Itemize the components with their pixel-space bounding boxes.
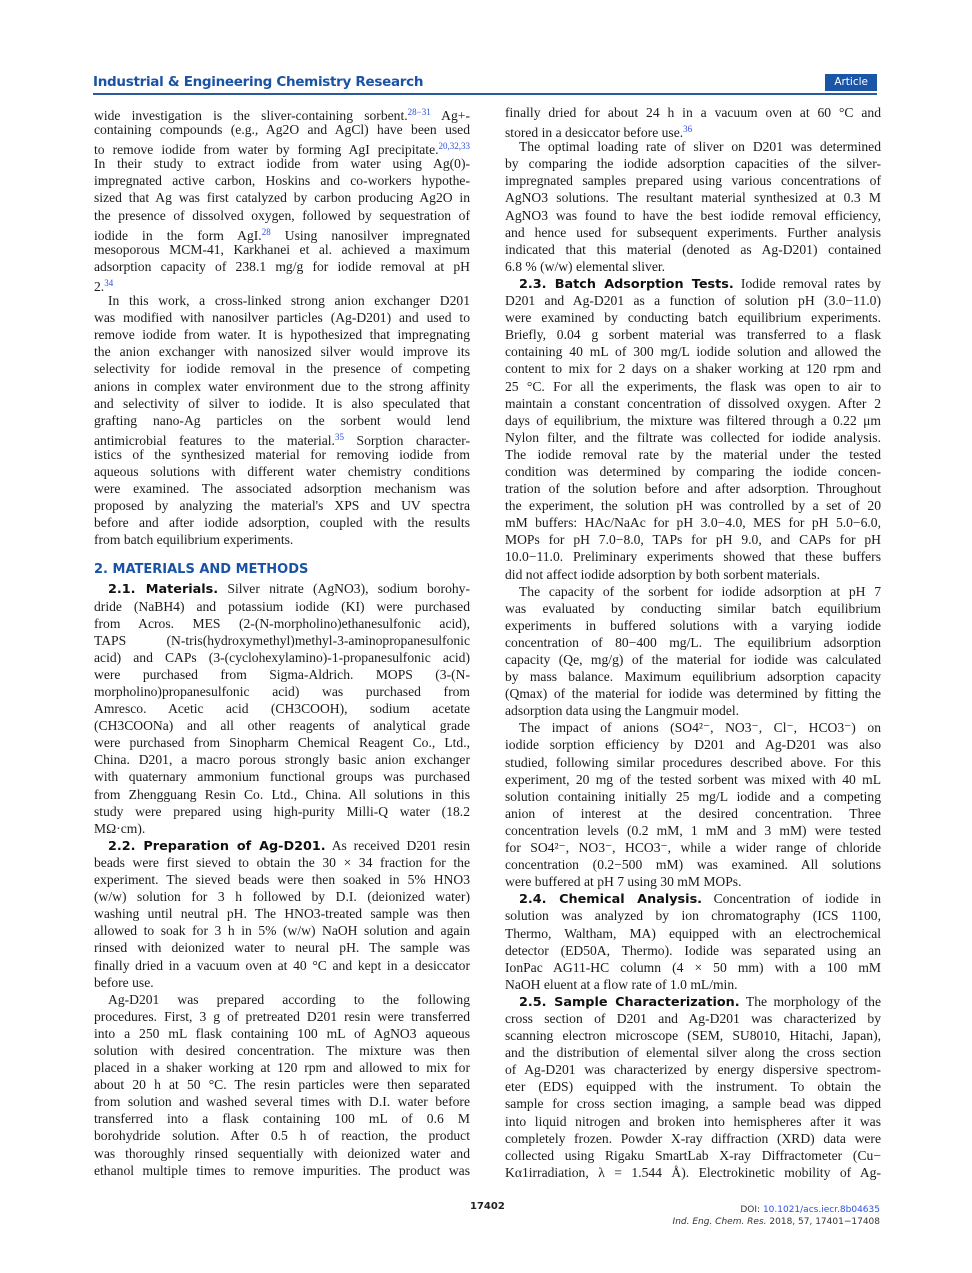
- text-line: solution containing initially 25 mg/L iodide and a competing: [505, 788, 881, 804]
- text-line: 6.8 % (w/w) elemental sliver.: [505, 258, 666, 274]
- text-line: concentration levels (0.2 mM, 1 mM and 3 mM) were tested: [505, 822, 881, 838]
- text-line: for SO4²⁻, NO3⁻, HCO3⁻, while a wider range of chloride: [505, 840, 881, 856]
- text-line: to remove iodide from water by forming AgI precipitate.$^{20,32,33}$: [94, 141, 470, 158]
- citation-link[interactable]: 20,32,33: [438, 141, 470, 152]
- text-line: Briefly, 0.04 g sorbent material was transferred to a flask: [505, 327, 881, 343]
- text-line: AgNO3 was found to have the best iodide removal efficiency,: [505, 207, 881, 223]
- text-line: were examined by conducting batch equilibrium experiments.: [505, 310, 881, 326]
- text-line: Ag-D201 was prepared according to the following: [108, 991, 470, 1007]
- text-line: into a 250 mL flask containing 100 mL of AgNO3 aqueous: [94, 1025, 470, 1041]
- text-line: from Zhengguang Resin Co. Ltd., China. All solutions in this: [94, 786, 470, 802]
- text-line: containing compounds (e.g., Ag2O and AgCl) have been used: [94, 122, 470, 138]
- text-line: concentration of 80−400 mg/L. The equilibrium adsorption: [505, 634, 881, 650]
- text-line: selectivity for iodide removal in the presence of competing: [94, 361, 470, 377]
- text-line: containing 40 mL of 300 mg/L iodide solution and allowed the: [505, 344, 881, 360]
- text-line: by mass balance. Maximum equilibrium adsorption capacity: [505, 669, 881, 685]
- text-line: were purchased from Sinopharm Chemical Reagent Co., Ltd.,: [94, 735, 470, 751]
- text-line: solution with desired concentration. The mixture was then: [94, 1042, 470, 1058]
- text-line: adsorption capacity of 238.1 mg/g for iodide removal at pH: [94, 258, 470, 274]
- text-line: experiment. The sieved beads were then soaked in 5% HNO3: [94, 872, 470, 888]
- text-line: 25 °C. For all the experiments, the flask was open to air to: [505, 378, 881, 394]
- section-2-5-sample-characterization: [505, 993, 881, 1181]
- text-line: The capacity of the sorbent for iodide adsorption at pH 7: [519, 583, 881, 599]
- text-line: sized that Ag was first catalyzed by carbon producing Ag2O in: [94, 190, 470, 206]
- text-line: The impact of anions (SO4²⁻, NO3⁻, Cl⁻, HCO3⁻) on: [519, 720, 881, 736]
- text-line: studied, following similar procedures described above. For this: [505, 754, 881, 770]
- text-line: anion of interest at the desired concentration. Three: [505, 805, 881, 821]
- text-line: borohydride solution. After 0.5 h of reaction, the product: [94, 1128, 470, 1144]
- text-line: The optimal loading rate of sliver on D201 was determined: [519, 139, 881, 155]
- text-line: adsorption data using the Langmuir model.: [505, 703, 740, 719]
- doi-link[interactable]: 10.1021/acs.iecr.8b04635: [762, 1205, 880, 1215]
- text-line: 2.5. Sample Characterization. The morphology of the: [519, 993, 881, 1010]
- citation-link[interactable]: 28: [261, 226, 271, 237]
- text-line: grafting nano-Ag particles on the sorbent would lend: [94, 412, 470, 428]
- page-number: 17402: [470, 1201, 505, 1212]
- text-line: morpholino)propanesulfonic acid) was purchased from: [94, 684, 470, 699]
- text-line: ethanol multiple times to remove impurities. The product was: [94, 1162, 470, 1178]
- text-line: the presence of dissolved oxygen, followed by sequestration of: [94, 207, 470, 223]
- loading-rate-paragraph: [505, 138, 881, 275]
- section-heading-materials-methods: 2. MATERIALS AND METHODS: [94, 562, 309, 578]
- text-line: cross section of D201 and Ag-D201 was characterized by: [505, 1010, 881, 1026]
- citation-footer: [673, 1204, 880, 1228]
- text-line: experiment, 20 mg of the tested sorbent was mixed with 40 mL: [505, 771, 881, 787]
- text-line: aqueous solutions with different water chemistry conditions: [94, 463, 470, 479]
- text-line: D201 and Ag-D201 as a function of solution pH (3.0−11.0): [505, 293, 881, 309]
- text-line: from solution and washed several times with D.I. water before: [94, 1094, 470, 1110]
- text-line: MΩ·cm).: [94, 820, 146, 836]
- text-line: the anion exchanger with nanosized silver would improve its: [94, 344, 470, 360]
- continued-paragraph: [505, 104, 881, 141]
- intro-paragraph-2: [94, 292, 470, 548]
- text-line: antimicrobial features to the material.$^{35}$ Sorption character-: [94, 431, 470, 448]
- text-line: NaOH eluent at a flow rate of 1.0 mL/min.: [505, 976, 738, 992]
- text-line: rinsed with deionized water to neural pH. The sample was: [94, 940, 470, 956]
- text-line: procedures. First, 3 g of pretreated D201 resin were transferred: [94, 1008, 470, 1024]
- text-line: acid) and CAPs (3-(cyclohexylamino)-1-propanesulfonic acid): [94, 649, 470, 665]
- text-line: completely frozen. Powder X-ray diffraction (XRD) data were: [505, 1130, 881, 1146]
- text-line: about 20 h at 50 °C. The resin particles were then separated: [94, 1077, 470, 1093]
- text-line: were buffered at pH 7 using 30 mM MOPs.: [505, 874, 742, 890]
- text-line: finally dried in a vacuum oven at 40 °C and kept in a desiccator: [94, 957, 470, 973]
- text-line: dride (NaBH4) and potassium iodide (KI) were purchased: [94, 598, 470, 614]
- text-line: transferred into a flask containing 100 mL of 0.6 M: [94, 1111, 470, 1127]
- citation-link[interactable]: 34: [104, 277, 114, 288]
- article-type-badge: Article: [825, 74, 877, 91]
- text-line: placed in a shaker working at 120 rpm and allowed to mix for: [94, 1060, 470, 1076]
- text-line: 2.2. Preparation of Ag-D201. As received D201 resin: [108, 837, 471, 854]
- text-line: before use.: [94, 974, 154, 990]
- section-2-3-batch-adsorption: [505, 275, 881, 583]
- subsection-heading: 2.5. Sample Characterization.: [519, 994, 740, 1010]
- text-line: The iodide removal rate by the material under the tested: [505, 446, 881, 462]
- text-line: impregnated samples prepared using various concentrations of: [505, 173, 881, 189]
- text-line: Nylon filter, and the filtrate was collected for iodide analysis.: [505, 429, 881, 445]
- text-line: AgNO3 solutions. The resultant material synthesized at 0.3 M: [505, 190, 881, 206]
- text-line: IonPac AG11-HC column (4 × 50 mm) with a 100 mM: [505, 959, 881, 975]
- text-line: condition was determined by comparing the iodide concen-: [505, 463, 881, 479]
- text-line: Amresco. Acetic acid (CH3COOH), sodium acetate: [94, 701, 470, 717]
- text-line: did not affect iodide adsorption by both sorbent materials.: [505, 566, 820, 582]
- text-line: capacity (Qe, mg/g) of the material for iodide was calculated: [505, 652, 881, 667]
- capacity-paragraph: [505, 583, 881, 720]
- text-line: TAPS (N-tris(hydroxymethyl)methyl-3-aminopropanesulfonic: [94, 632, 470, 648]
- text-line: MOPs for pH 7.0−8.0, TAPs for pH 9.0, and CAPs for pH: [505, 532, 881, 548]
- text-line: Kα1irradiation, λ = 1.544 Å). Electrokinetic mobility of Ag-: [505, 1164, 881, 1180]
- citation-link[interactable]: 36: [683, 124, 693, 135]
- text-line: collected using Rigaku SmartLab X-ray Diffractometer (Cu−: [505, 1147, 881, 1163]
- subsection-heading: 2.3. Batch Adsorption Tests.: [519, 276, 734, 292]
- text-line: iodide in the form AgI.$^{28}$ Using nanosilver impregnated: [94, 226, 470, 243]
- text-line: 2.4. Chemical Analysis. Concentration of iodide in: [519, 891, 881, 908]
- text-line: istics of the synthesized material for removing iodide from: [94, 446, 470, 462]
- text-line: were purchased from Sigma-Aldrich. MOPS (3-(N-: [94, 666, 470, 682]
- subsection-heading: 2.1. Materials.: [108, 582, 219, 598]
- text-line: 2.3. Batch Adsorption Tests. Iodide removal rates by: [519, 275, 881, 292]
- text-line: 10.0−11.0. Preliminary experiments showed that these buffers: [505, 549, 881, 565]
- text-line: remove iodide from water. It is hypothesized that impregnating: [94, 327, 470, 343]
- text-line: (CH3COONa) and all other reagents of analytical grade: [94, 718, 470, 734]
- text-line: were examined. The associated adsorption mechanism was: [94, 481, 470, 497]
- journal-title[interactable]: Industrial & Engineering Chemistry Research: [93, 74, 424, 90]
- text-line: 2.1. Materials. Silver nitrate (AgNO3), sodium borohy-: [108, 581, 470, 598]
- citation-link[interactable]: 28−31: [407, 107, 431, 117]
- text-line: and selectivity of silver to iodide. It is also speculated that: [94, 395, 470, 411]
- text-line: washing until neutral pH. The HNO3-treated sample was then: [94, 906, 470, 922]
- text-line: of Ag-D201 was characterized by energy dispersive spectrom-: [505, 1062, 881, 1078]
- text-line: proposed by analyzing the material's XPS and UV spectra: [94, 498, 470, 514]
- text-line: scanning electron microscope (SEM, SU8010, Hitachi, Japan),: [505, 1028, 881, 1044]
- text-line: (w/w) solution for 3 h followed by D.I. (deionized water): [94, 889, 470, 905]
- left-column: [94, 104, 470, 1179]
- text-line: was thoroughly rinsed sequentially with deionized water and: [94, 1145, 470, 1161]
- text-line: sample for cross section imaging, a sample bead was dipped: [505, 1096, 881, 1112]
- text-line: was evaluated by conducting similar batch equilibrium: [505, 600, 881, 616]
- text-line: finally dried for about 24 h in a vacuum oven at 60 °C and: [505, 105, 881, 120]
- text-line: maintain a constant concentration of dissolved oxygen. After 2: [505, 395, 881, 411]
- text-line: eter (EDS) equipped with the instrument. To obtain the: [505, 1079, 881, 1095]
- text-line: wide investigation is the sliver-containing sorbent.$^{28-31}$ Ag+-: [94, 107, 470, 123]
- journal-citation: Ind. Eng. Chem. Res. 2018, 57, 17401−17408: [672, 1217, 880, 1227]
- text-line: experiments in buffered solutions with a varying iodide: [505, 617, 881, 633]
- text-line: days of equilibrium, the mixture was filtered through a 0.22 μm: [505, 412, 881, 428]
- text-line: anions in complex water environment due to the strong affinity: [94, 378, 470, 394]
- text-line: (Qmax) of the material for iodide was determined by fitting the: [505, 686, 881, 702]
- section-2-2-preparation: [94, 837, 470, 991]
- text-line: beads were first sieved to obtain the 30 × 34 fraction for the: [94, 854, 470, 870]
- text-line: mM buffers: HAc/NaAc for pH 3.0−4.0, MES for pH 5.0−6.0,: [505, 515, 881, 531]
- text-line: stored in a desiccator before use.$^{36}$: [505, 124, 693, 141]
- text-line: allowed to soak for 3 h in 5% (w/w) NaOH solution and again: [94, 923, 470, 939]
- text-line: impregnated active carbon, Hoskins and co-workers hypothe-: [94, 173, 470, 189]
- text-line: study were prepared using high-purity Milli-Q water (18.2: [94, 803, 470, 819]
- section-2-2-paragraph-2: [94, 991, 470, 1179]
- text-line: In this work, a cross-linked strong anion exchanger D201: [108, 293, 470, 309]
- text-line: with quaternary ammonium functional groups was purchased: [94, 769, 470, 785]
- text-line: 2.34: [94, 277, 114, 294]
- page-header: [93, 73, 877, 95]
- text-line: by comparing the iodide adsorption capacities of the silver-: [505, 156, 881, 172]
- text-line: mesoporous MCM-41, Karkhanei et al. achieved a maximum: [94, 241, 470, 257]
- text-line: and hence used for subsequent experiments. Further analysis: [505, 224, 881, 240]
- anions-paragraph: [505, 719, 881, 890]
- text-line: solution was analyzed by ion chromatography (ICS 1100,: [505, 908, 881, 924]
- subsection-heading: 2.4. Chemical Analysis.: [519, 892, 703, 908]
- text-line: into liquid nitrogen and broken into hemispheres after it was: [505, 1113, 881, 1129]
- text-line: tration of the solution before and after adsorption. Throughout: [505, 481, 881, 497]
- right-column: [505, 104, 881, 1181]
- section-2-4-chemical-analysis: [505, 890, 881, 993]
- doi-line: DOI: 10.1021/acs.iecr.8b04635: [740, 1205, 880, 1215]
- text-line: was modified with nanosilver particles (Ag-D201) and used to: [94, 310, 470, 326]
- section-2-1-materials: [94, 580, 470, 836]
- text-line: the experiment, the solution pH was controlled by a set of 20: [505, 498, 881, 514]
- citation-link[interactable]: 35: [334, 431, 344, 442]
- text-line: from batch equilibrium experiments.: [94, 532, 294, 548]
- text-line: and the distribution of elemental silver along the cross section: [505, 1045, 881, 1061]
- text-line: indicated that this material (denoted as Ag-D201) contained: [505, 241, 881, 257]
- subsection-heading: 2.2. Preparation of Ag-D201.: [108, 838, 326, 854]
- text-line: from Acros. MES (2-(N-morpholino)ethanesulfonic acid),: [94, 615, 470, 631]
- text-line: before and after iodide adsorption, coupled with the results: [94, 515, 470, 531]
- intro-paragraph-1: [94, 104, 470, 292]
- text-line: content to mix for 2 days on a shaker working at 120 rpm and: [505, 361, 881, 377]
- text-line: iodide sorption efficiency by D201 and Ag-D201 was also: [505, 737, 881, 753]
- text-line: China. D201, a macro porous strongly basic anion exchanger: [94, 752, 470, 768]
- text-line: Thermo, Waltham, MA) equipped with an electrochemical: [505, 925, 881, 941]
- text-line: detector (ED50A, Thermo). Iodide was separated using an: [505, 942, 881, 958]
- text-line: In their study to extract iodide from water using Ag(0)-: [94, 156, 470, 172]
- text-line: concentration (0.2−500 mM) was examined. All solutions: [505, 857, 881, 873]
